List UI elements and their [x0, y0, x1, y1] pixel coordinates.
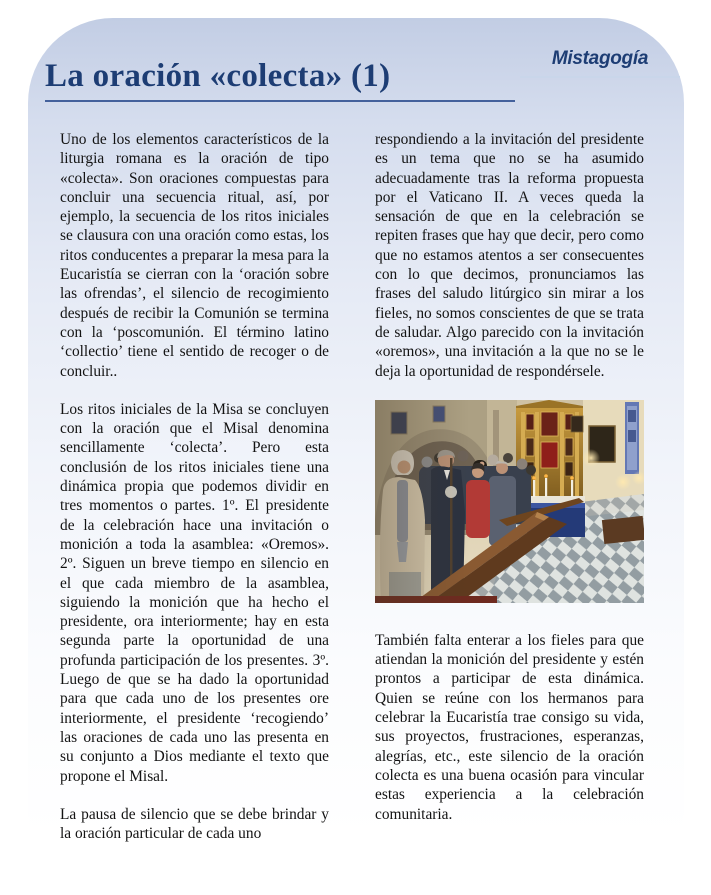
- brand-title: Mistagogía: [551, 48, 649, 69]
- church-congregation-photo: [375, 400, 644, 603]
- paragraph: respondiendo a la invitación del presidente es un tema que no se ha asumido adecuadamente tras la reforma propuesta por el Vaticano II. A veces queda la sensación de que en la celebración se repiten frases que hay que decir, pero como que no estamos atentos a ser consecuentes con lo que decimos, pronunciamos las frases del saludo litúrgico sin mirar a los fieles, no somos conscientes de que se trata de saludar. Algo parecido con la invitación «oremos», una invitación a la que no se le deja la oportunidad de respondérsele.: [375, 131, 644, 380]
- article-body: [60, 130, 644, 843]
- article-right-column: [375, 130, 644, 843]
- title-underline: [45, 100, 515, 102]
- paragraph: Los ritos iniciales de la Misa se concluyen con la oración que el Misal denomina sencillamente ‘colecta’. Pero esta conclusión de los ritos iniciales tiene una dinámica propia que podemos dividir en tres momentos o partes. 1º. El presidente de la celebración hace una invitación o monición a toda la asamblea: «Oremos». 2º. Siguen un breve tiempo en silencio en el que cada miembro de la asamblea, siguiendo la monición que ha hecho el presidente, ora interiormente; hay en esta segunda parte la oportunidad de una profunda participación de los presentes. 3º. Luego de que se ha dado la oportunidad para que cada uno de los presentes ore interiormente, el presidente ‘recogiendo’ las oraciones de cada uno las presenta en su conjunto a Dios mediante el texto que propone el Misal.: [60, 400, 329, 785]
- paragraph: También falta enterar a los fieles para que atiendan la monición del presidente y estén prontos a participar de esta dinámica. Quien se reúne con los hermanos para celebrar la Eucaristía trae consigo su vida, sus proyectos, frustraciones, esperanzas, alegrías, etc., este silencio de la oración colecta es una buena ocasión para vincular estas experiencia a la celebración comunitaria.: [375, 631, 644, 823]
- page-card: [28, 18, 684, 881]
- paragraph: Uno de los elementos característicos de la liturgia romana es la oración de tipo «colecta». Son oraciones compuestas para concluir una secuencia ritual, así, por ejemplo, la secuencia de los ritos iniciales se clausura con una oración como estas, los ritos conducentes a preparar la mesa para la Eucaristía se cierran con la ‘oración sobre las ofrendas’, el silencio de recogimiento después de recibir la Comunión se termina con la ‘poscomunión. El término latino ‘collectio’ tiene el sentido de recoger o de concluir..: [60, 131, 329, 380]
- paragraph: La pausa de silencio que se debe brindar y la oración particular de cada uno: [60, 805, 329, 843]
- article-left-column: [60, 130, 329, 843]
- page-title: La oración «colecta» (1): [45, 58, 391, 94]
- brand-underline: [520, 76, 680, 78]
